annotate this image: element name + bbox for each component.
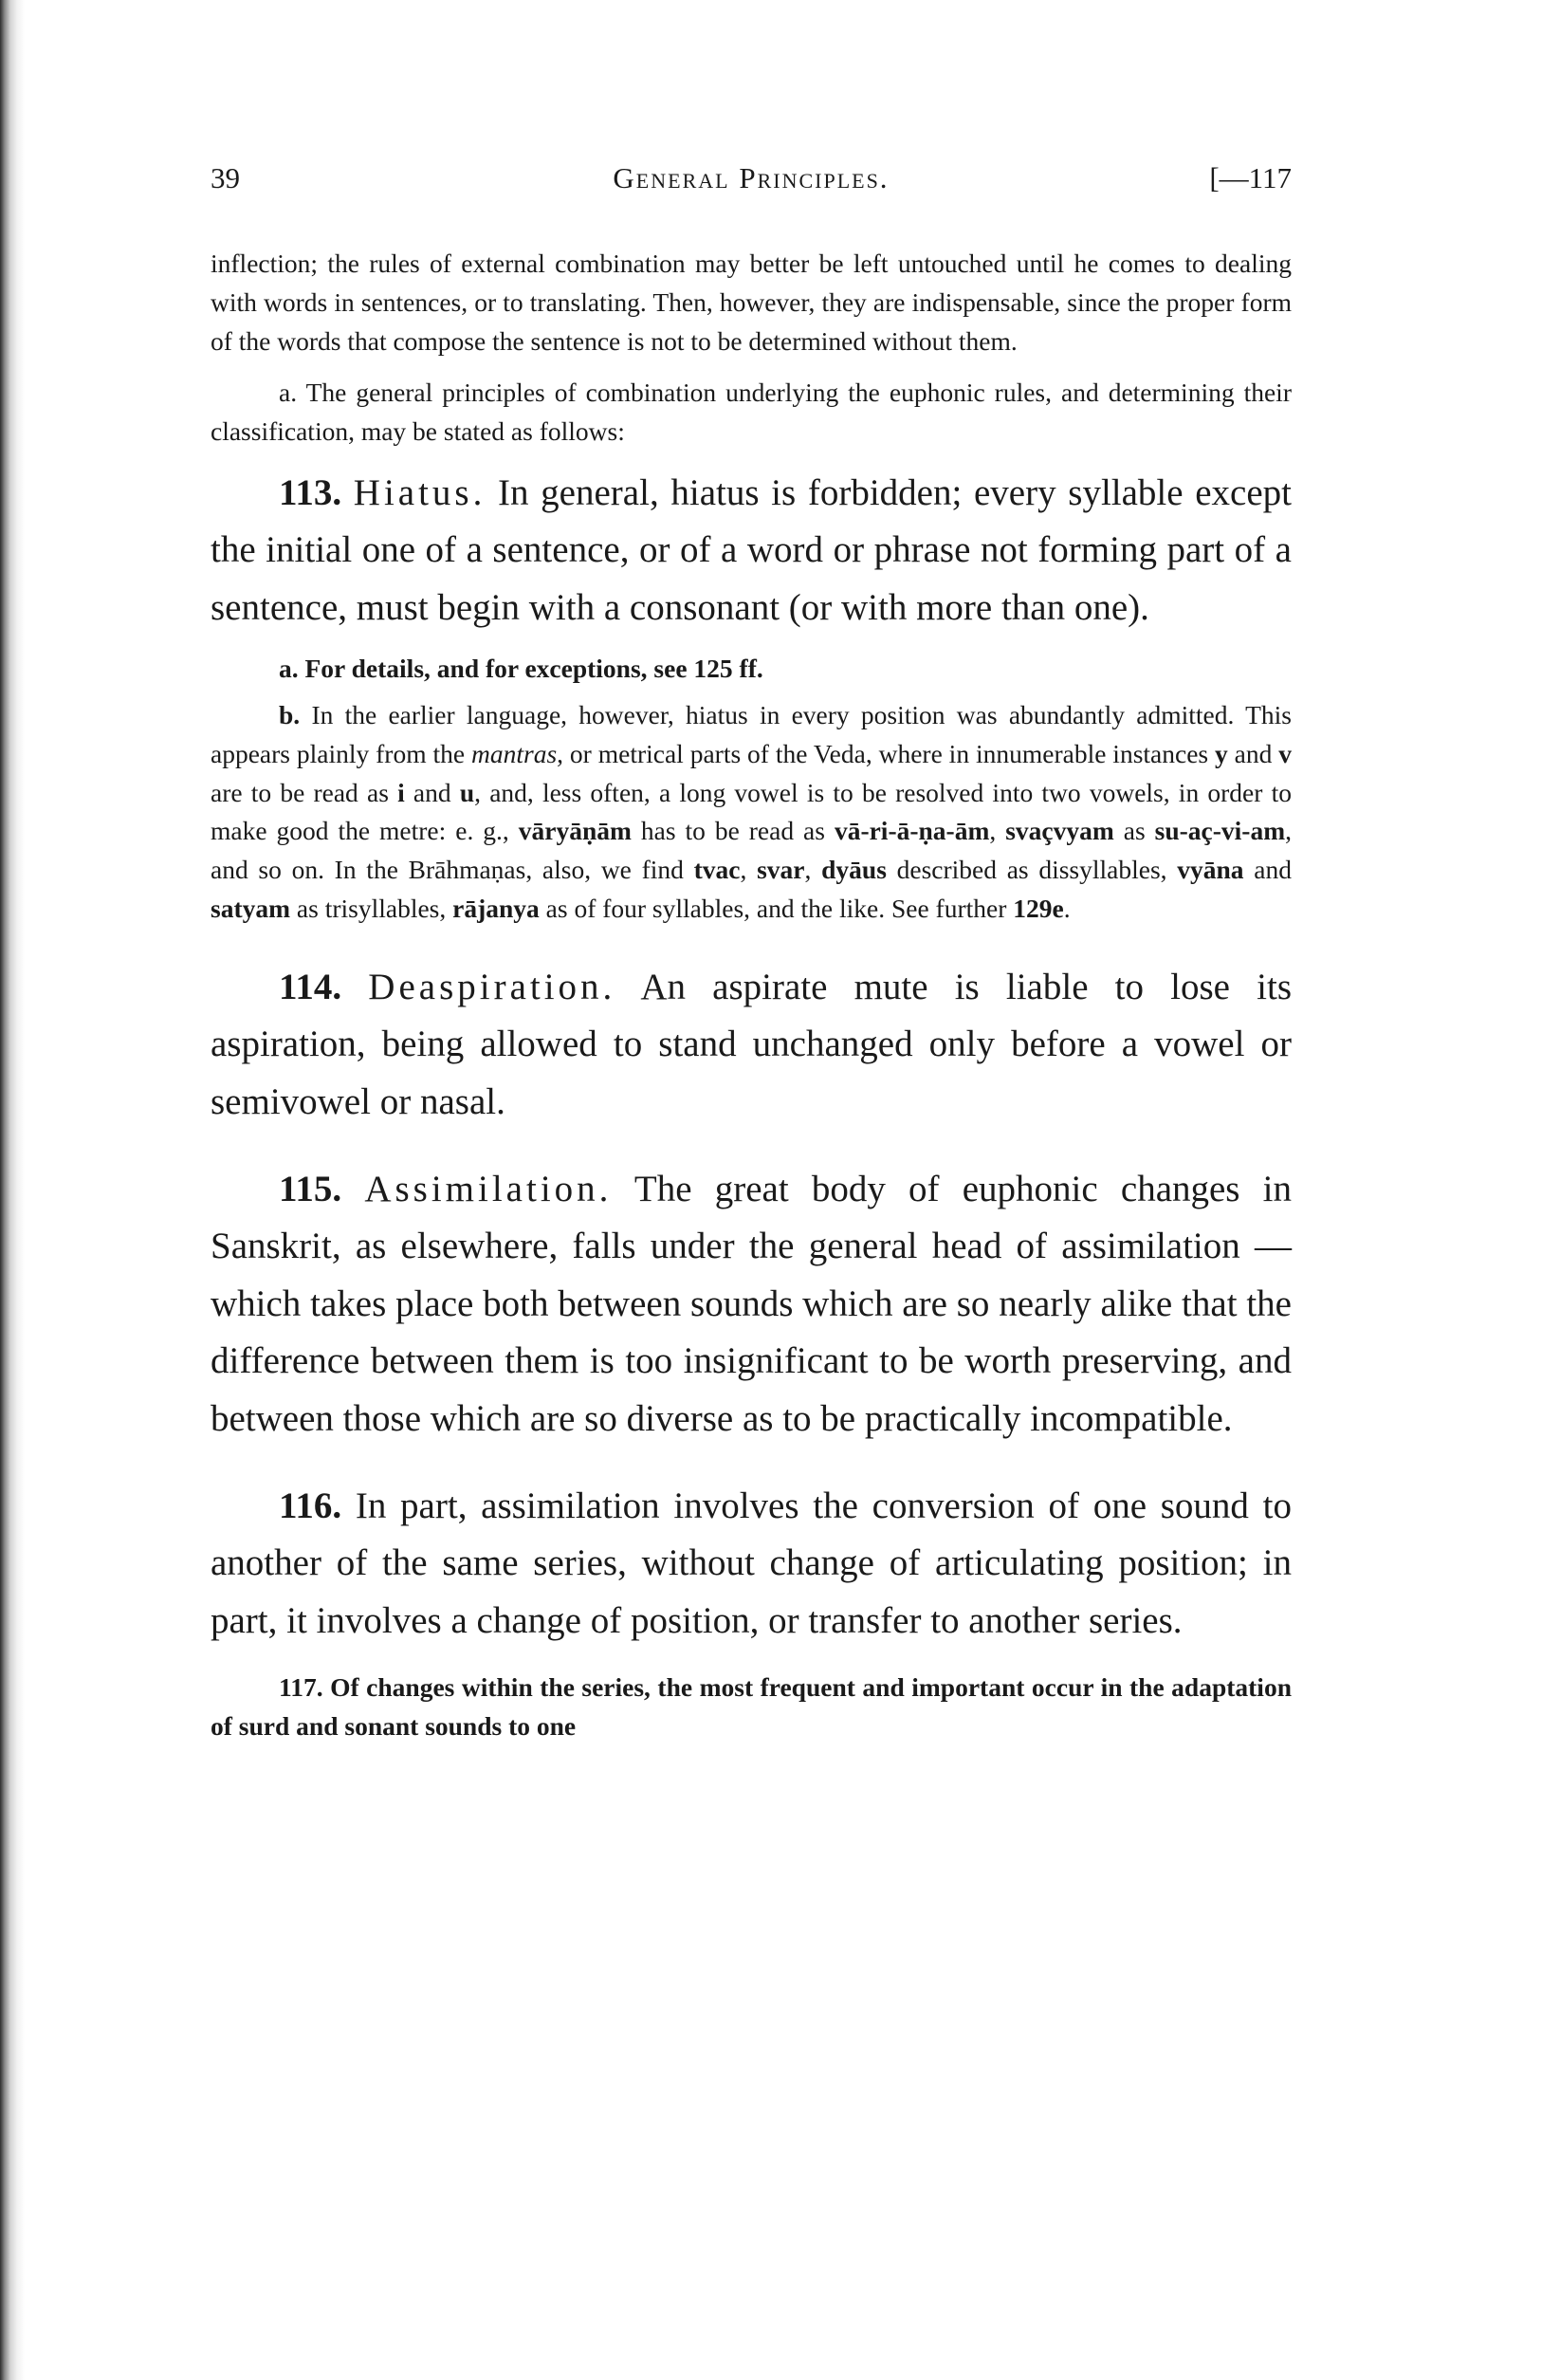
note-b-seg: , and, less often, a long vowel is to be resolved into two vowels, in order to make good the metre: e. g., [211,777,1292,846]
page-binding-shadow [0,0,25,2380]
section-114-heading: Deaspiration. [368,966,616,1007]
section-113 [211,465,1292,637]
note-b-seg: has to be read as [631,816,835,846]
section-117 [211,1669,1292,1746]
section-116-text: In part, assimilation involves the conversion of one sound to another of the same series, without change of articulating position; in part, it involves a change of position, or transfer to another series. [211,1485,1293,1641]
note-b-term: vyāna [1177,855,1244,885]
note-b-seg: are to be read as [211,777,398,807]
note-b-seg: as trisyllables, [290,893,453,923]
note-b-seg: , and so on. In the Brāhmaṇas, also, we find [211,816,1292,885]
note-b-seg: and [404,777,460,807]
note-b-seg: , or metrical parts of the Veda, where in innumerable instances [557,738,1216,768]
section-115 [211,1161,1292,1448]
section-115-text: The great body of euphonic changes in Sanskrit, as elsewhere, falls under the general head of assimilation — which takes place both between sounds which are so nearly alike that the difference between them is too insignificant to be worth preserving, and between those which are so diverse as to be practically incompatible. [211,1169,1293,1439]
section-113-text: In general, hiatus is forbidden; every syllable except the initial one of a sentence, or of a word or phrase not forming part of a sentence, must begin with a consonant (or with more than one). [211,471,1293,628]
note-b-term: rājanya [452,893,540,923]
section-reference: [—117 [1209,161,1292,194]
note-b-term: vā-ri-ā-ṇa-ām [834,816,990,846]
note-b-label: b. [279,700,301,729]
note-b-seg: , [740,855,758,885]
running-title: General Principles. [613,161,890,194]
intro-paragraph: inflection; the rules of external combination may better be left untouched until he comes to dealing with words in sentences, or to translating. Then, however, they are indispensable, since the proper form of the words that compose the sentence is not to be determined without them. [211,249,1292,356]
note-b-term: y [1215,738,1228,768]
note-b-cross-ref: 129e [1013,893,1064,923]
note-b-seg: and [1227,738,1279,768]
note-b-term: satyam [211,893,291,923]
note-b-seg: and [1243,855,1292,885]
note-b-seg: as of four syllables, and the like. See further [539,893,1014,923]
section-117-text: Of changes within the series, the most frequent and important occur in the adaptation of surd and sonant sounds to one [211,1672,1292,1742]
section-116-number: 116. [279,1485,342,1527]
running-header [211,161,1292,209]
section-114-number: 114. [279,966,342,1007]
note-b-term: tvac [693,855,741,885]
section-113-note-b [211,696,1292,929]
note-b-seg: , [804,855,822,885]
page-number: 39 [211,161,240,194]
section-114 [211,959,1292,1131]
section-113-note-a [211,650,1292,689]
note-b-term-mantras: mantras [471,738,558,768]
section-113-heading: Hiatus. [353,471,486,513]
page-body [211,245,1292,1746]
section-117-number: 117. [279,1672,323,1703]
note-b-term: su-aç-vi-am [1154,816,1286,846]
note-b-term: v [1278,738,1293,768]
paragraph-a-text: The general principles of combination underlying the euphonic rules, and determining their classification, may be stated as follows: [211,378,1292,447]
note-b-seg: , [989,816,1006,846]
note-b-seg: as [1113,816,1155,846]
note-b-term: i [397,777,405,807]
note-a-text: For details, and for exceptions, see 125 ff. [304,654,763,684]
note-b-term: vāryāṇām [518,816,632,846]
section-113-number: 113. [279,471,342,513]
section-114-text: An aspirate mute is liable to lose its aspiration, being allowed to stand unchanged only before a vowel or semivowel or nasal. [211,966,1292,1122]
paragraph-a-label: a. [279,378,298,408]
section-115-number: 115. [279,1169,342,1209]
note-b-seg: . [1063,893,1071,923]
note-b-term: dyāus [821,855,887,885]
note-a-label: a. [279,654,299,684]
note-b-seg: described as dissyllables, [886,855,1178,885]
note-b-term: svaçvyam [1005,816,1114,846]
section-115-heading: Assimilation. [364,1169,613,1209]
paragraph-a [211,374,1292,452]
note-b-term: u [459,777,475,807]
section-116 [211,1478,1292,1650]
note-b-seg: In the earlier language, however, hiatus in every position was abundantly admitted. This appears plainly from the [211,700,1293,768]
note-b-term: svar [757,855,805,885]
